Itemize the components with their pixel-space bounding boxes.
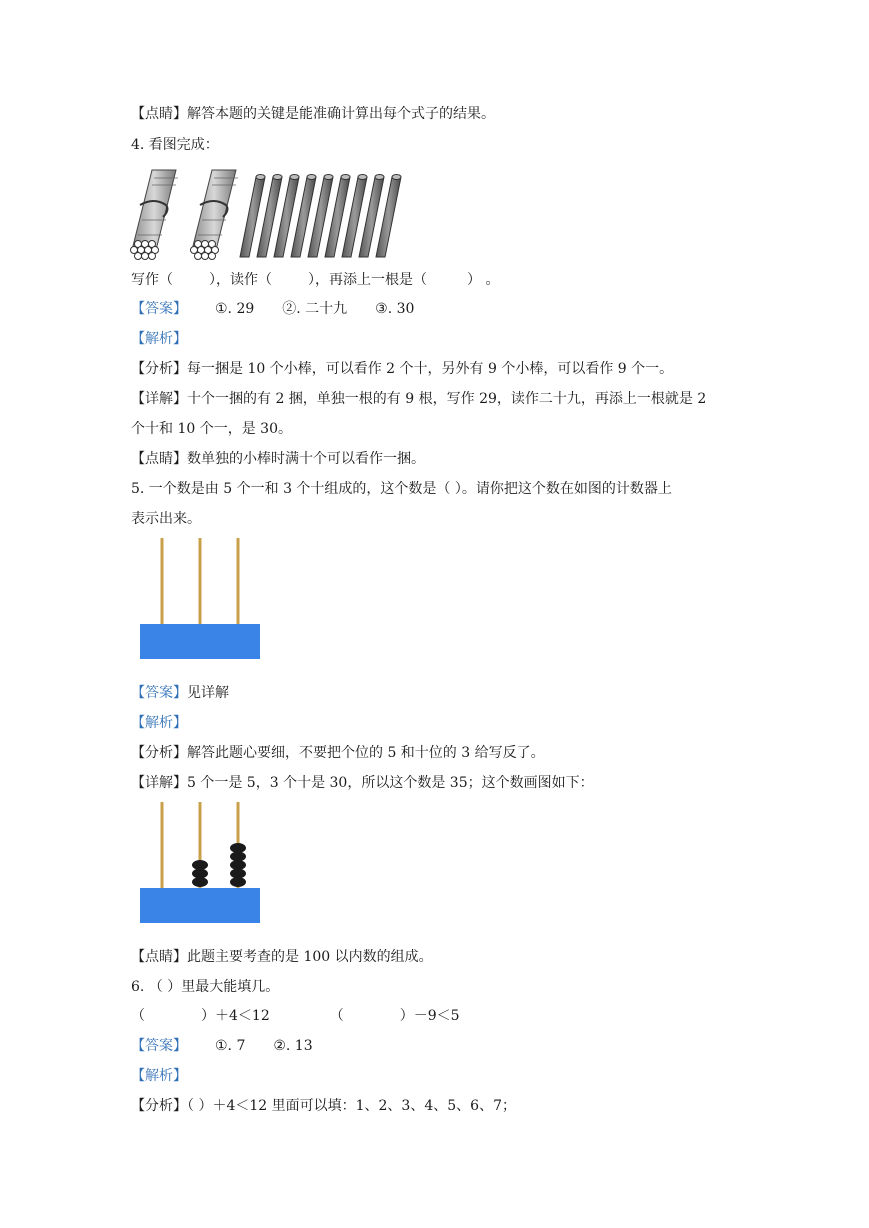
answer-2: ②. 二十九 xyxy=(282,301,348,317)
analysis-line xyxy=(131,1096,516,1116)
note-tag: 【点睛】 xyxy=(131,451,187,467)
analysis-heading: 【解析】 xyxy=(131,331,187,347)
expr2-open: （ xyxy=(329,1008,344,1024)
abacus-filled xyxy=(138,802,262,926)
detail-text: 十个一捆的有 2 捆，单独一根的有 9 根，写作 29，读作二十九，再添上一根就是 2 xyxy=(187,391,707,407)
abacus-empty xyxy=(138,538,262,662)
answer-tag: 【答案】 xyxy=(131,301,187,317)
question-5-answer xyxy=(131,683,229,703)
analysis-text: 解答此题心要细，不要把个位的 5 和十位的 3 给写反了。 xyxy=(187,745,545,761)
fill-text-b: ），读作（ xyxy=(209,272,272,288)
beads-ones xyxy=(230,843,246,887)
analysis-line xyxy=(131,743,545,763)
analysis-text: （ ）＋4＜12 里面可以填：1、2、3、4、5、6、7； xyxy=(187,1098,516,1114)
question-4-fill-blanks xyxy=(131,270,499,290)
fill-text-d: ） 。 xyxy=(467,272,500,288)
analysis-heading: 【解析】 xyxy=(131,1068,187,1084)
note-tag: 【点睛】 xyxy=(131,949,187,965)
analysis-text: 每一捆是 10 个小棒，可以看作 2 个十，另外有 9 个小棒，可以看作 9 个一。 xyxy=(187,361,674,377)
analysis-tag: 【分析】 xyxy=(131,745,187,761)
expr1-rest: ）＋4＜12 xyxy=(201,1008,270,1024)
expr2-rest: ）－9＜5 xyxy=(399,1008,460,1024)
detail-line-1 xyxy=(131,389,706,409)
detail-tag: 【详解】 xyxy=(131,775,187,791)
answer-text: 见详解 xyxy=(187,685,229,701)
note-text: 数单独的小棒时满十个可以看作一捆。 xyxy=(187,451,425,467)
note-text: 解答本题的关键是能准确计算出每个式子的结果。 xyxy=(187,106,495,122)
fill-text-a: 写作（ xyxy=(131,272,173,288)
analysis-heading: 【解析】 xyxy=(131,715,187,731)
rod-hundreds xyxy=(161,802,164,888)
answer-tag: 【答案】 xyxy=(131,685,187,701)
question-6-answer xyxy=(131,1036,313,1056)
rod-hundreds xyxy=(161,538,164,624)
answer-3: ③. 30 xyxy=(375,301,415,317)
analysis-tag: 【分析】 xyxy=(131,1098,187,1114)
detail-tag: 【详解】 xyxy=(131,391,187,407)
question-4-title: 4. 看图完成： xyxy=(131,137,219,153)
detail-line-2: 个十和 10 个一，是 30。 xyxy=(131,421,292,437)
fill-text-c: ），再添上一根是（ xyxy=(308,272,427,288)
detail-line xyxy=(131,773,594,793)
analysis-tag: 【分析】 xyxy=(131,361,187,377)
note-line xyxy=(131,449,425,469)
note-line xyxy=(131,104,495,124)
rod-tens xyxy=(199,538,202,624)
bundle-1 xyxy=(131,170,179,260)
note-line xyxy=(131,947,433,967)
expr1-open: （ xyxy=(131,1008,145,1024)
question-5-line-1: 5. 一个数是由 5 个一和 3 个十组成的，这个数是（ ）。请你把这个数在如图的计数器上 xyxy=(131,481,672,497)
single-sticks xyxy=(240,177,401,257)
beads-tens xyxy=(192,860,208,887)
question-6-title: 6. （ ）里最大能填几。 xyxy=(131,979,280,995)
abacus-base xyxy=(140,888,260,923)
sticks-illustration xyxy=(130,165,420,260)
bundle-2 xyxy=(191,170,239,260)
detail-text: 5 个一是 5，3 个十是 30，所以这个数是 35；这个数画图如下： xyxy=(187,775,594,791)
answer-1: ①. 29 xyxy=(215,301,255,317)
note-tag: 【点睛】 xyxy=(131,106,187,122)
answer-2: ②. 13 xyxy=(273,1038,313,1054)
note-text: 此题主要考查的是 100 以内数的组成。 xyxy=(187,949,433,965)
bead xyxy=(230,843,246,853)
bead xyxy=(192,860,208,870)
answer-tag: 【答案】 xyxy=(131,1038,187,1054)
question-5-line-2: 表示出来。 xyxy=(131,511,201,527)
answer-1: ①. 7 xyxy=(215,1038,246,1054)
question-4-answer xyxy=(131,299,414,319)
rod-ones xyxy=(237,538,240,624)
analysis-line xyxy=(131,359,673,379)
abacus-base xyxy=(140,624,260,659)
question-6-expressions xyxy=(131,1006,460,1026)
